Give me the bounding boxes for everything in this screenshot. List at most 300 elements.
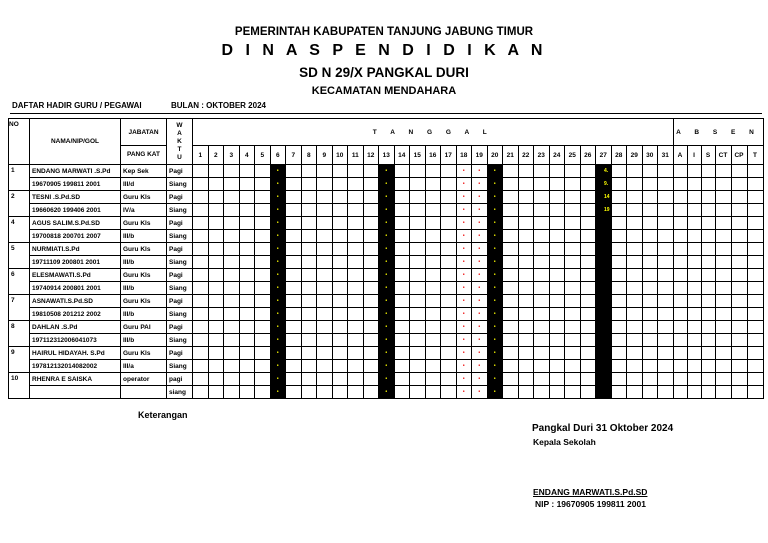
mark-cell <box>456 373 472 386</box>
day-cell <box>394 178 410 191</box>
day-cell <box>627 295 643 308</box>
day-header: 16 <box>425 146 441 165</box>
holiday-cell <box>379 230 395 243</box>
day-cell <box>348 204 364 217</box>
holiday-cell <box>270 178 286 191</box>
day-cell <box>410 204 426 217</box>
day-header: 1 <box>193 146 209 165</box>
day-cell <box>394 347 410 360</box>
holiday-cell <box>487 269 503 282</box>
day-cell <box>193 269 209 282</box>
holiday-cell <box>487 308 503 321</box>
day-cell <box>534 360 550 373</box>
day-cell <box>565 282 581 295</box>
absen-cell <box>747 269 763 282</box>
absen-cell <box>687 347 701 360</box>
day-cell <box>394 217 410 230</box>
day-cell <box>239 386 255 399</box>
day-cell <box>224 360 240 373</box>
day-cell <box>580 178 596 191</box>
day-cell <box>534 282 550 295</box>
day-cell <box>301 308 317 321</box>
day-header: 14 <box>394 146 410 165</box>
day-cell <box>363 386 379 399</box>
absen-cell <box>673 386 687 399</box>
absen-cell <box>673 178 687 191</box>
sheet-month: BULAN : OKTOBER 2024 <box>171 101 266 110</box>
day-cell <box>332 243 348 256</box>
day-cell <box>627 256 643 269</box>
day-header: 4 <box>239 146 255 165</box>
day-cell <box>658 321 674 334</box>
teacher-nip: 19810508 201212 2002 <box>30 308 121 321</box>
day-cell <box>580 308 596 321</box>
day-cell <box>441 308 457 321</box>
absen-cell <box>673 295 687 308</box>
day-cell <box>301 321 317 334</box>
row-number: 8 <box>9 321 30 347</box>
day-cell <box>239 191 255 204</box>
absen-cell <box>715 373 731 386</box>
day-cell <box>503 347 519 360</box>
day-cell <box>239 178 255 191</box>
day-cell <box>208 386 224 399</box>
day-cell <box>394 256 410 269</box>
absen-cell <box>687 269 701 282</box>
day-cell <box>255 256 271 269</box>
day-cell <box>317 243 333 256</box>
absen-cell <box>731 308 747 321</box>
day-header: 7 <box>286 146 302 165</box>
teacher-pangkat: III/b <box>121 256 167 269</box>
day-cell <box>441 373 457 386</box>
day-cell <box>642 295 658 308</box>
day-cell <box>627 282 643 295</box>
day-cell <box>317 269 333 282</box>
day-cell <box>658 243 674 256</box>
day-cell <box>363 217 379 230</box>
day-cell <box>224 295 240 308</box>
absen-cell <box>701 217 715 230</box>
day-cell <box>642 347 658 360</box>
signer-position: Kepala Sekolah <box>533 437 596 447</box>
day-cell <box>348 243 364 256</box>
day-header: 11 <box>348 146 364 165</box>
day-cell <box>239 269 255 282</box>
day-cell <box>549 217 565 230</box>
day-cell <box>255 321 271 334</box>
absen-col-header: A <box>673 146 687 165</box>
holiday-cell <box>596 282 612 295</box>
day-cell <box>658 269 674 282</box>
day-cell <box>410 230 426 243</box>
table-row <box>9 308 764 321</box>
absen-col-header: CP <box>731 146 747 165</box>
day-cell <box>394 230 410 243</box>
absen-cell <box>687 386 701 399</box>
day-cell <box>410 269 426 282</box>
day-cell <box>549 295 565 308</box>
day-cell <box>394 295 410 308</box>
day-cell <box>658 360 674 373</box>
day-cell <box>441 165 457 178</box>
day-cell <box>518 217 534 230</box>
holiday-cell <box>379 295 395 308</box>
holiday-cell <box>270 230 286 243</box>
day-cell <box>239 295 255 308</box>
holiday-cell <box>487 386 503 399</box>
day-cell <box>301 191 317 204</box>
day-cell <box>363 282 379 295</box>
day-cell <box>611 347 627 360</box>
day-cell <box>348 321 364 334</box>
day-cell <box>410 334 426 347</box>
day-cell <box>317 282 333 295</box>
absen-cell <box>701 230 715 243</box>
teacher-jabatan: Guru Kls <box>121 269 167 282</box>
holiday-cell <box>487 178 503 191</box>
day-cell <box>317 334 333 347</box>
day-cell <box>410 347 426 360</box>
absen-cell <box>747 178 763 191</box>
sheet-title: DAFTAR HADIR GURU / PEGAWAI <box>12 101 142 110</box>
session-label: Siang <box>167 178 193 191</box>
absen-cell <box>687 204 701 217</box>
day-cell <box>534 308 550 321</box>
day-cell <box>441 360 457 373</box>
holiday-cell <box>270 373 286 386</box>
session-label: Pagi <box>167 165 193 178</box>
table-row <box>9 269 764 282</box>
mark-cell <box>472 360 488 373</box>
day-cell <box>549 230 565 243</box>
day-cell <box>658 191 674 204</box>
teacher-name: DAHLAN .S.Pd <box>30 321 121 334</box>
day-cell <box>611 282 627 295</box>
teacher-name: ASNAWATI.S.Pd.SD <box>30 295 121 308</box>
day-cell <box>627 191 643 204</box>
absen-cell <box>731 282 747 295</box>
day-cell <box>441 295 457 308</box>
absen-cell <box>747 217 763 230</box>
day-cell <box>410 178 426 191</box>
day-cell <box>611 360 627 373</box>
day-cell <box>208 243 224 256</box>
day-cell <box>534 373 550 386</box>
mark-cell <box>472 269 488 282</box>
holiday-cell <box>487 256 503 269</box>
holiday-cell <box>379 308 395 321</box>
day-cell <box>611 204 627 217</box>
day-cell <box>208 334 224 347</box>
holiday-cell <box>487 191 503 204</box>
absen-cell <box>747 373 763 386</box>
day-cell <box>518 334 534 347</box>
day-cell <box>410 321 426 334</box>
day-cell <box>363 256 379 269</box>
mark-cell <box>472 321 488 334</box>
day-cell <box>193 295 209 308</box>
day-cell <box>332 308 348 321</box>
holiday-cell <box>487 165 503 178</box>
session-label: Siang <box>167 282 193 295</box>
holiday-cell <box>487 334 503 347</box>
day-cell <box>627 165 643 178</box>
attendance-table <box>8 118 764 399</box>
absen-cell <box>715 243 731 256</box>
day-cell <box>534 334 550 347</box>
day-cell <box>394 334 410 347</box>
absen-cell <box>673 321 687 334</box>
table-row <box>9 282 764 295</box>
day-cell <box>317 373 333 386</box>
day-header: 12 <box>363 146 379 165</box>
day-cell <box>549 386 565 399</box>
day-cell <box>627 230 643 243</box>
day-cell <box>255 269 271 282</box>
day-cell <box>627 360 643 373</box>
day-cell <box>224 191 240 204</box>
day-cell <box>193 204 209 217</box>
day-cell <box>642 243 658 256</box>
day-cell <box>642 178 658 191</box>
absen-cell <box>701 386 715 399</box>
day-cell <box>565 243 581 256</box>
day-cell <box>642 165 658 178</box>
holiday-cell <box>270 282 286 295</box>
day-cell <box>425 243 441 256</box>
day-cell <box>394 269 410 282</box>
absen-cell <box>673 282 687 295</box>
day-cell <box>286 269 302 282</box>
absen-cell <box>747 386 763 399</box>
mark-cell <box>456 165 472 178</box>
holiday-cell <box>596 360 612 373</box>
day-cell <box>549 282 565 295</box>
holiday-cell <box>379 360 395 373</box>
day-cell <box>611 373 627 386</box>
day-cell <box>580 295 596 308</box>
day-cell <box>565 269 581 282</box>
day-cell <box>363 334 379 347</box>
mark-cell <box>456 347 472 360</box>
teacher-pangkat: IV/a <box>121 204 167 217</box>
day-cell <box>239 308 255 321</box>
waktu-header: W A K T U <box>167 119 193 165</box>
day-cell <box>255 308 271 321</box>
day-cell <box>565 178 581 191</box>
day-cell <box>239 360 255 373</box>
absen-col-header: CT <box>715 146 731 165</box>
day-cell <box>332 217 348 230</box>
absen-cell <box>731 230 747 243</box>
day-cell <box>549 165 565 178</box>
holiday-cell <box>487 347 503 360</box>
absen-cell <box>731 256 747 269</box>
day-cell <box>332 347 348 360</box>
day-cell <box>503 269 519 282</box>
absen-cell <box>687 321 701 334</box>
day-cell <box>348 282 364 295</box>
absen-cell <box>701 308 715 321</box>
day-cell <box>503 334 519 347</box>
day-cell <box>255 282 271 295</box>
holiday-cell <box>596 347 612 360</box>
teacher-pangkat <box>121 386 167 399</box>
holiday-cell <box>379 217 395 230</box>
day-cell <box>286 347 302 360</box>
day-cell <box>441 321 457 334</box>
absen-cell <box>715 217 731 230</box>
absen-cell <box>701 256 715 269</box>
teacher-nip: 19711109 200801 2001 <box>30 256 121 269</box>
absen-col-header: T <box>747 146 763 165</box>
absen-cell <box>687 256 701 269</box>
place-date: Pangkal Duri 31 Oktober 2024 <box>532 423 674 434</box>
day-cell <box>441 204 457 217</box>
absen-cell <box>747 282 763 295</box>
day-cell <box>549 334 565 347</box>
teacher-jabatan: Guru Kls <box>121 243 167 256</box>
day-cell <box>255 243 271 256</box>
day-cell <box>255 373 271 386</box>
day-cell <box>301 295 317 308</box>
day-cell <box>627 347 643 360</box>
day-cell <box>425 282 441 295</box>
day-cell <box>301 386 317 399</box>
day-cell <box>549 373 565 386</box>
day-cell <box>580 165 596 178</box>
mark-cell <box>456 178 472 191</box>
day-cell <box>518 178 534 191</box>
teacher-nip: 19660620 199406 2001 <box>30 204 121 217</box>
day-cell <box>565 204 581 217</box>
holiday-cell <box>270 165 286 178</box>
mark-cell <box>472 282 488 295</box>
day-cell <box>658 204 674 217</box>
table-row <box>9 334 764 347</box>
day-header: 2 <box>208 146 224 165</box>
day-cell <box>239 217 255 230</box>
absen-cell <box>731 165 747 178</box>
day-cell <box>193 373 209 386</box>
table-row <box>9 321 764 334</box>
absen-cell <box>747 191 763 204</box>
row-number: 4 <box>9 217 30 243</box>
holiday-cell <box>487 217 503 230</box>
day-cell <box>317 321 333 334</box>
day-cell <box>394 204 410 217</box>
teacher-name: ELESMAWATI.S.Pd <box>30 269 121 282</box>
day-cell <box>301 269 317 282</box>
day-cell <box>518 386 534 399</box>
day-cell <box>286 282 302 295</box>
absen-cell <box>731 191 747 204</box>
day-cell <box>363 178 379 191</box>
day-cell <box>534 347 550 360</box>
day-cell <box>394 282 410 295</box>
teacher-pangkat: III/b <box>121 282 167 295</box>
holiday-cell <box>596 308 612 321</box>
absen-cell <box>731 321 747 334</box>
absen-cell <box>731 178 747 191</box>
mark-cell <box>472 308 488 321</box>
day-cell <box>193 165 209 178</box>
no-header: NO <box>9 119 30 165</box>
day-cell <box>518 165 534 178</box>
mark-cell <box>472 191 488 204</box>
day-cell <box>348 373 364 386</box>
holiday-cell <box>596 334 612 347</box>
day-cell <box>658 373 674 386</box>
holiday-cell <box>379 373 395 386</box>
day-cell <box>301 178 317 191</box>
day-cell <box>441 386 457 399</box>
day-cell <box>332 269 348 282</box>
absen-cell <box>747 230 763 243</box>
day-cell <box>301 217 317 230</box>
table-row <box>9 256 764 269</box>
absen-cell <box>673 256 687 269</box>
note-cell: 19 <box>596 204 612 217</box>
day-cell <box>441 230 457 243</box>
day-cell <box>348 308 364 321</box>
absen-cell <box>747 165 763 178</box>
day-cell <box>410 191 426 204</box>
absen-cell <box>673 334 687 347</box>
day-cell <box>193 334 209 347</box>
day-cell <box>534 386 550 399</box>
absen-cell <box>731 347 747 360</box>
holiday-cell <box>270 308 286 321</box>
teacher-nip: 19740914 200801 2001 <box>30 282 121 295</box>
teacher-jabatan: Guru Kls <box>121 347 167 360</box>
absen-cell <box>747 204 763 217</box>
day-cell <box>363 165 379 178</box>
mark-cell <box>456 360 472 373</box>
day-cell <box>518 295 534 308</box>
holiday-cell <box>270 191 286 204</box>
absen-cell <box>673 347 687 360</box>
day-cell <box>611 308 627 321</box>
day-cell <box>410 243 426 256</box>
absen-cell <box>715 256 731 269</box>
day-cell <box>363 269 379 282</box>
mark-cell <box>456 243 472 256</box>
holiday-cell <box>596 321 612 334</box>
absen-cell <box>701 191 715 204</box>
day-cell <box>332 321 348 334</box>
day-cell <box>425 295 441 308</box>
day-cell <box>611 243 627 256</box>
day-cell <box>425 386 441 399</box>
day-cell <box>658 256 674 269</box>
day-cell <box>658 165 674 178</box>
day-cell <box>224 386 240 399</box>
absen-cell <box>687 334 701 347</box>
day-cell <box>642 256 658 269</box>
day-cell <box>208 321 224 334</box>
day-header: 8 <box>301 146 317 165</box>
day-cell <box>425 256 441 269</box>
day-header: 26 <box>580 146 596 165</box>
day-cell <box>518 347 534 360</box>
day-cell <box>425 204 441 217</box>
day-header: 20 <box>487 146 503 165</box>
absen-cell <box>701 178 715 191</box>
mark-cell <box>456 269 472 282</box>
day-cell <box>394 321 410 334</box>
